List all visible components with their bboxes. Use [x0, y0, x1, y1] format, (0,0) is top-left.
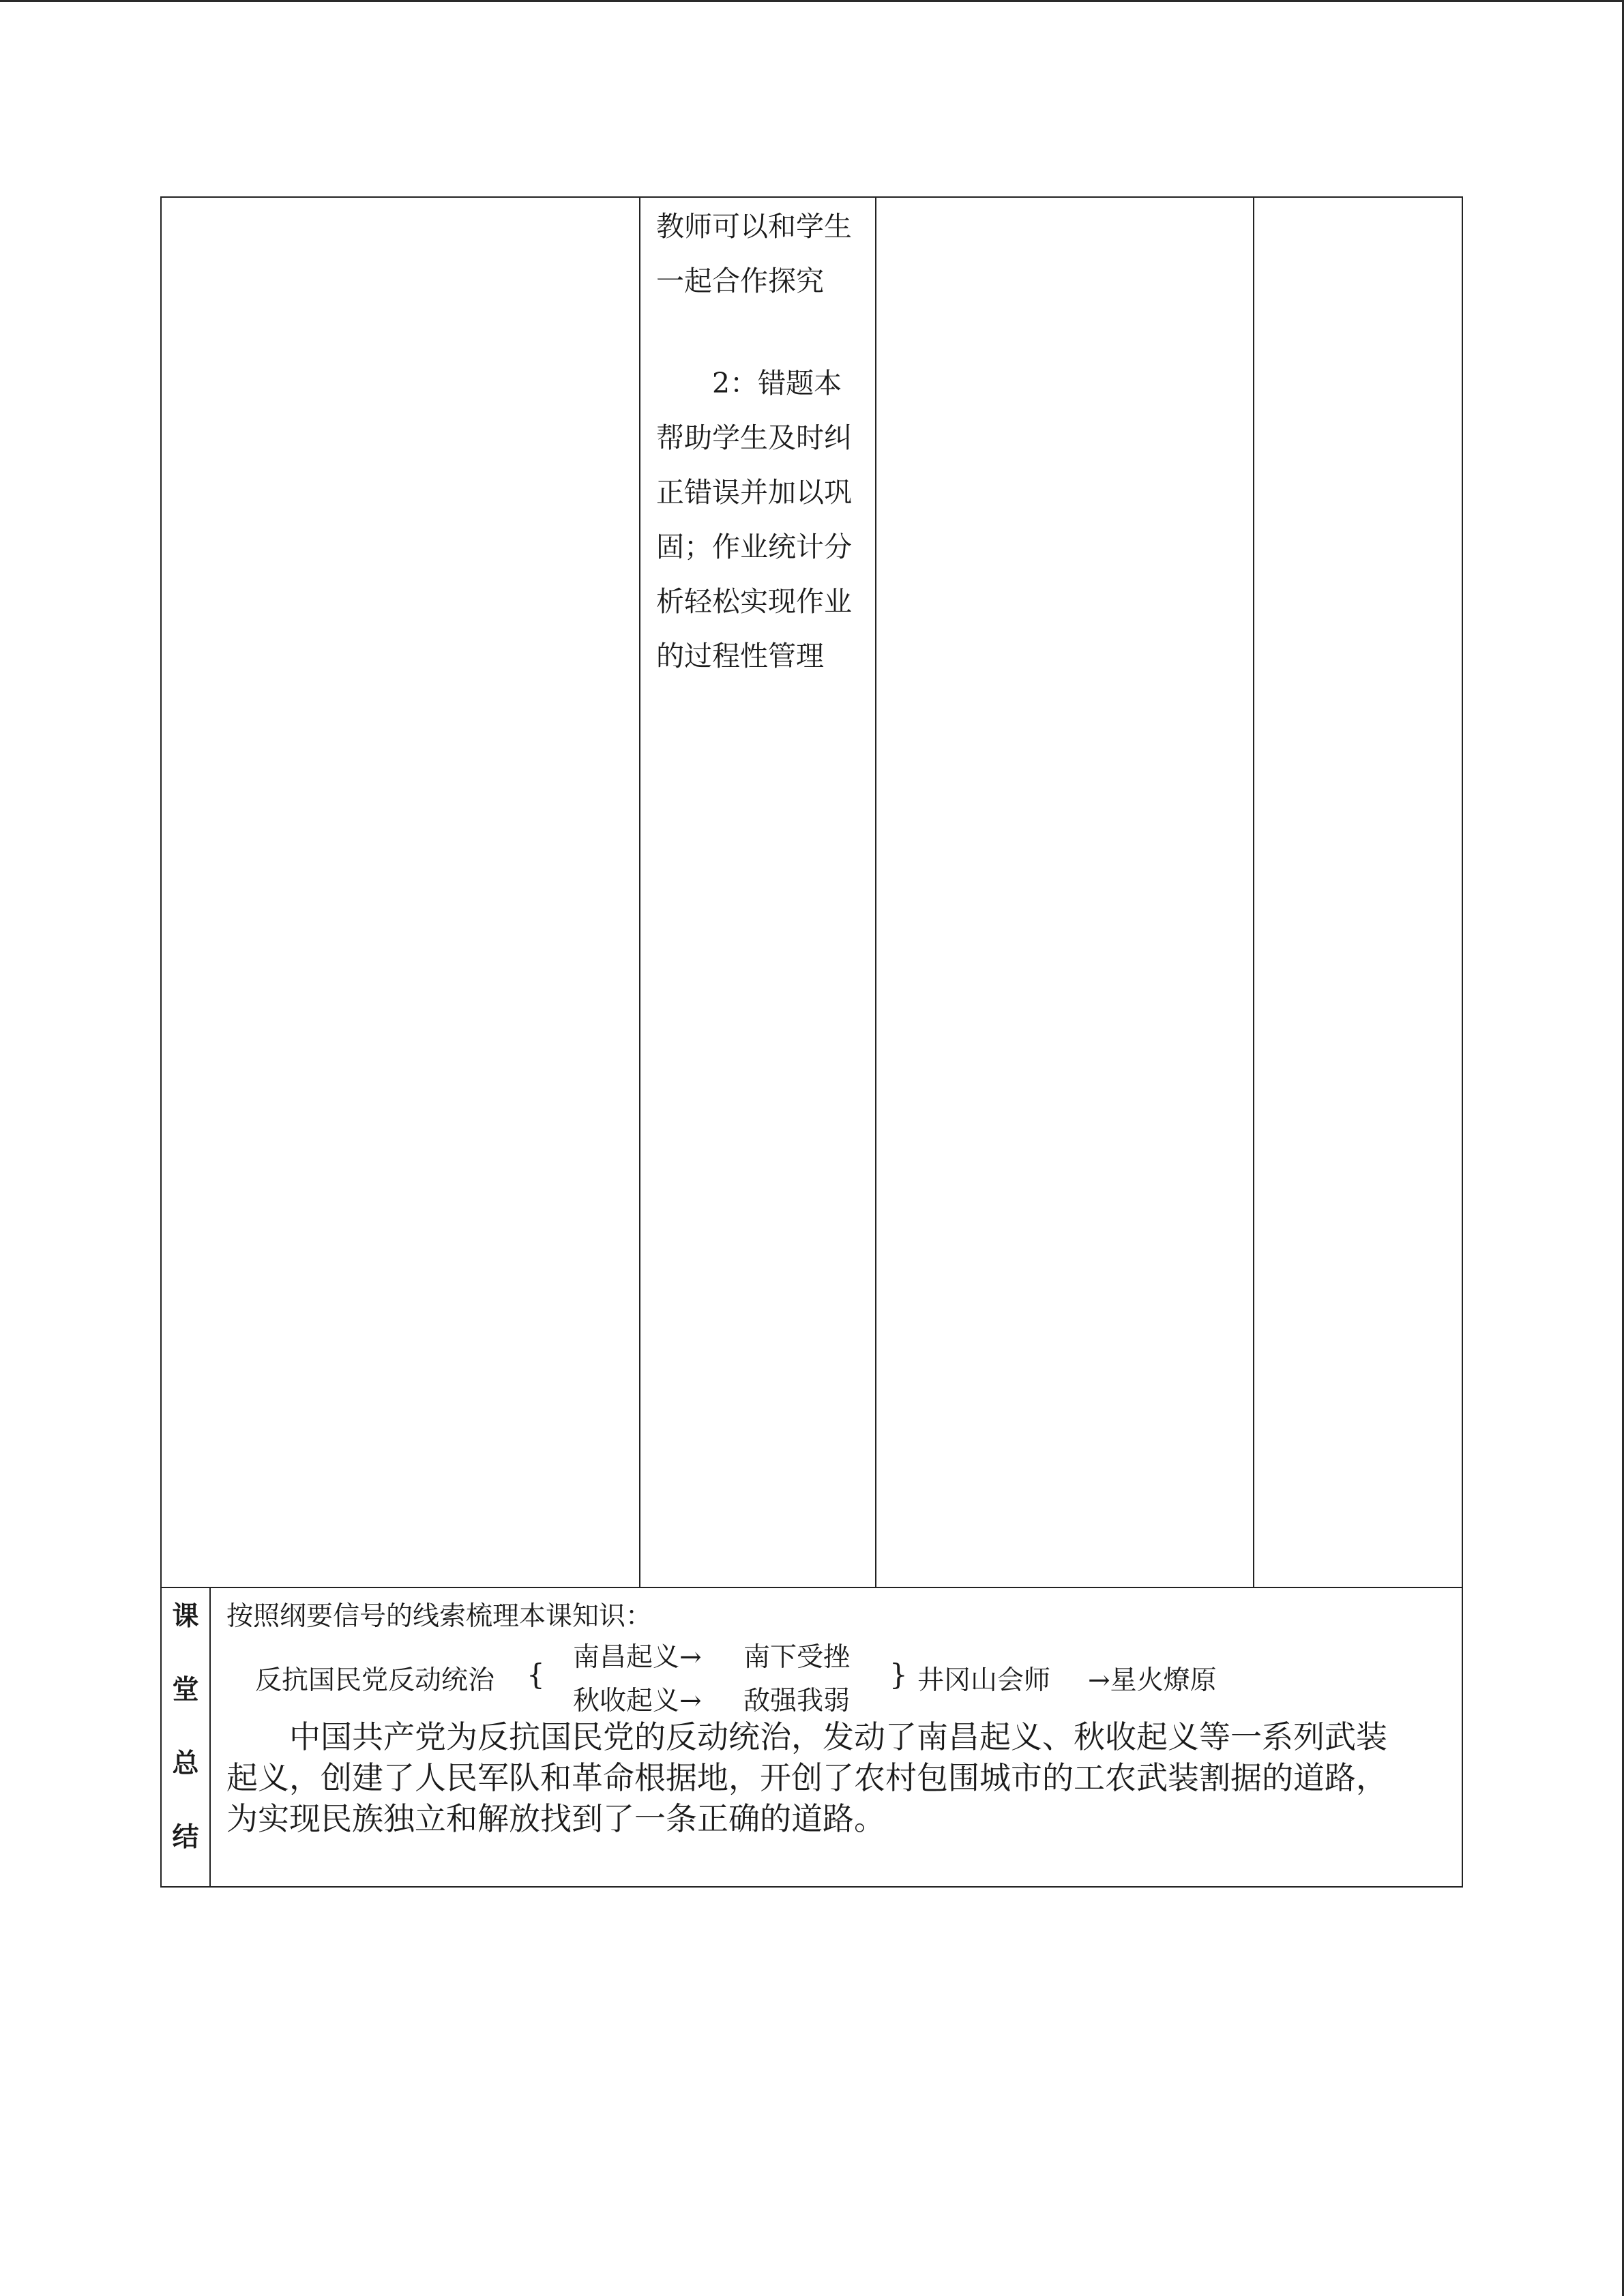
open-brace: { — [527, 1658, 545, 1691]
column-divider — [1253, 198, 1254, 1587]
cell-line: 固；作业统计分 — [656, 531, 852, 563]
diagram-left-label: 反抗国民党反动统治 — [255, 1665, 495, 1696]
teacher-activity-cell — [656, 199, 881, 683]
close-brace: } — [889, 1658, 908, 1691]
cell-line: 一起合作探究 — [656, 265, 824, 297]
summary-paragraph — [226, 1716, 1441, 1839]
cell-line: 正错误并加以巩 — [656, 476, 852, 509]
summary-label-char: 课 — [172, 1600, 199, 1632]
cell-line: 教师可以和学生 — [656, 210, 852, 243]
paragraph-line: 为实现民族独立和解放找到了一条正确的道路。 — [226, 1800, 885, 1837]
paragraph-line: 起义，创建了人民军队和革命根据地，开创了农村包围城市的工农武装割据的道路， — [226, 1759, 1387, 1796]
lesson-plan-table — [160, 196, 1463, 1588]
diagram-result: 敌强我弱 — [743, 1686, 851, 1716]
class-summary-section — [160, 1587, 1463, 1888]
summary-label-char: 总 — [172, 1748, 199, 1779]
diagram-end: →星火燎原 — [1088, 1665, 1217, 1696]
summary-label-char: 堂 — [172, 1674, 199, 1705]
cell-line: 的过程性管理 — [656, 640, 824, 672]
diagram-event: 南昌起义→ — [573, 1642, 702, 1673]
column-divider — [639, 198, 640, 1587]
diagram-center: 井冈山会师 — [917, 1665, 1051, 1696]
paragraph-line: 中国共产党为反抗国民党的反动统治，发动了南昌起义、秋收起义等一系列武装 — [289, 1718, 1387, 1755]
diagram-event: 秋收起义→ — [573, 1686, 702, 1716]
summary-label-char: 结 — [172, 1821, 199, 1853]
cell-line: 帮助学生及时纠 — [656, 421, 852, 454]
summary-intro: 按照纲要信号的线索梳理本课知识： — [226, 1601, 653, 1632]
diagram-result: 南下受挫 — [743, 1642, 851, 1673]
cell-line: 析轻松实现作业 — [656, 585, 852, 618]
cell-line: 2：错题本 — [712, 367, 842, 400]
page-edge-top — [0, 0, 1624, 2]
label-divider — [209, 1588, 211, 1886]
